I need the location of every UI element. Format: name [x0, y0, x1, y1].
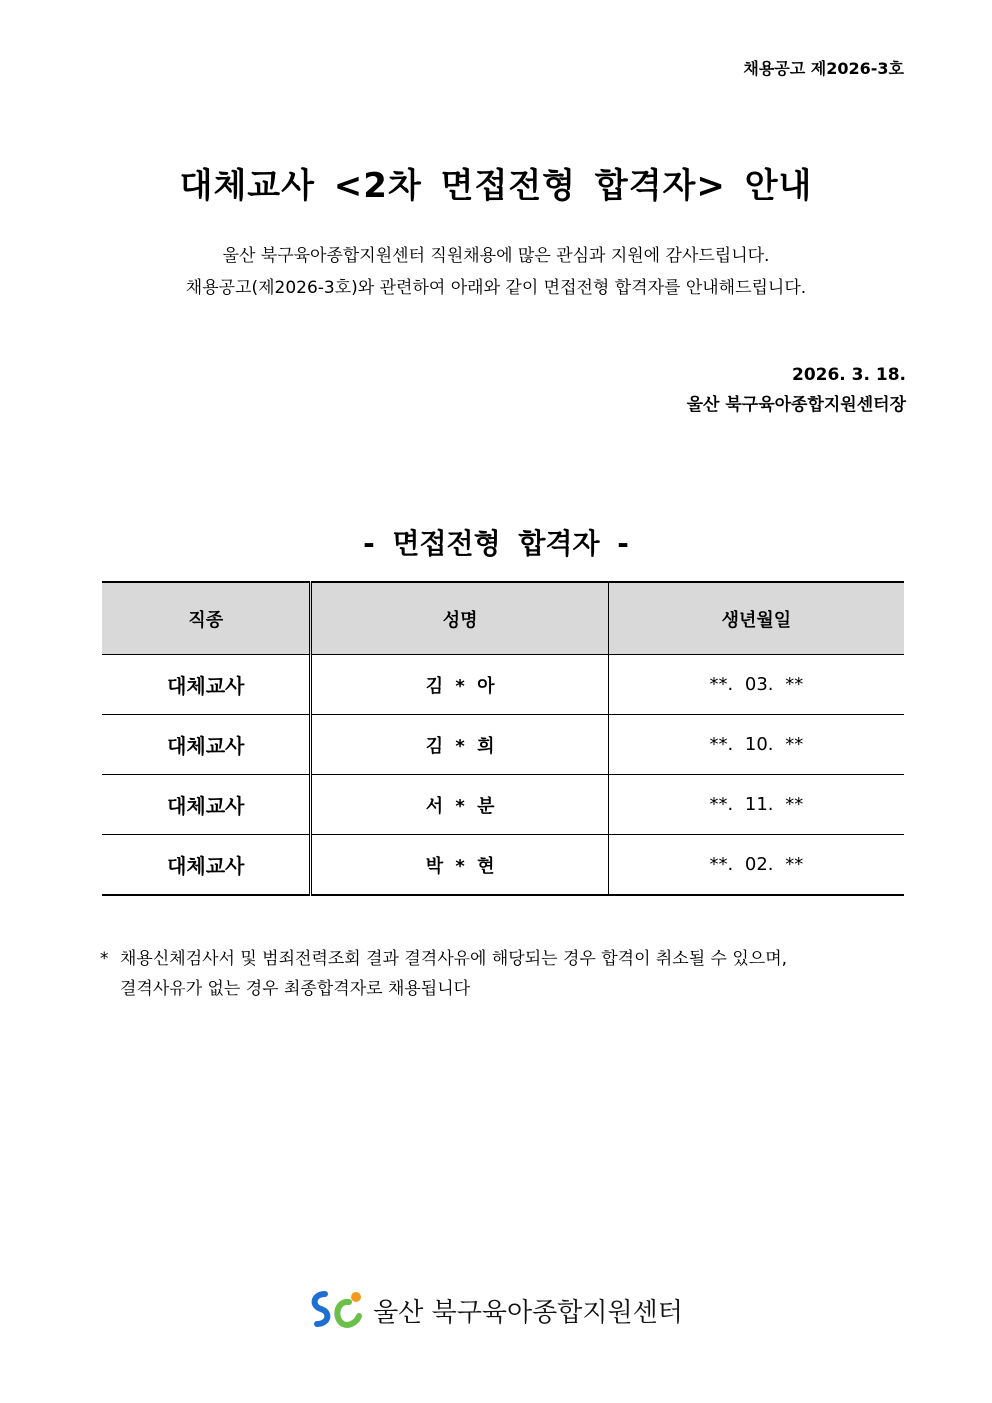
- footnote-marker: *: [100, 949, 109, 969]
- cell-birthdate: **. 03. **: [608, 655, 904, 715]
- table-header-row: [102, 582, 904, 655]
- table-row: [102, 775, 904, 835]
- center-logo-text: 울산 북구육아종합지원센터: [373, 1297, 683, 1328]
- logo-dot: [351, 1292, 361, 1302]
- center-logo-icon: [309, 1288, 367, 1332]
- issue-date: 2026. 3. 18.: [791, 365, 906, 385]
- cell-name: 서 * 분: [311, 775, 608, 835]
- logo-s-mark: [315, 1294, 328, 1324]
- footnote-line-1: [100, 944, 908, 974]
- section-title: - 면접전형 합격자 -: [363, 527, 629, 560]
- table-row: [102, 655, 904, 715]
- results-table: [102, 581, 904, 896]
- cell-job-type: 대체교사: [102, 715, 311, 775]
- footnote-line-2: 결격사유가 없는 경우 최종합격자로 채용됩니다: [120, 979, 471, 999]
- header-birthdate: 생년월일: [608, 582, 904, 655]
- notice-number: 채용공고 제2026-3호: [743, 59, 904, 78]
- cell-birthdate: **. 10. **: [608, 715, 904, 775]
- cell-birthdate: **. 02. **: [608, 835, 904, 896]
- cell-name: 김 * 아: [311, 655, 608, 715]
- footnote: [100, 944, 908, 1004]
- footnote-text-1: 채용신체검사서 및 범죄전력조회 결과 결격사유에 해당되는 경우 합격이 취소될 수 있으며,: [120, 949, 788, 969]
- header-name: 성명: [311, 582, 608, 655]
- cell-name: 박 * 현: [311, 835, 608, 896]
- logo-c-mark: [337, 1302, 359, 1325]
- table-row: [102, 715, 904, 775]
- cell-birthdate: **. 11. **: [608, 775, 904, 835]
- header-job-type: 직종: [102, 582, 311, 655]
- intro-line-2: 채용공고(제2026-3호)와 관련하여 아래와 같이 면접전형 합격자를 안내해드립니다.: [185, 278, 807, 298]
- cell-job-type: 대체교사: [102, 775, 311, 835]
- intro-text: [0, 240, 992, 304]
- cell-name: 김 * 희: [311, 715, 608, 775]
- center-logo: [0, 1288, 992, 1332]
- issuer-name: 울산 북구육아종합지원센터장: [686, 395, 906, 415]
- page-title: 대체교사 <2차 면접전형 합격자> 안내: [179, 166, 813, 206]
- intro-line-1: 울산 북구육아종합지원센터 직원채용에 많은 관심과 지원에 감사드립니다.: [222, 246, 770, 266]
- cell-job-type: 대체교사: [102, 835, 311, 896]
- signature-block: [687, 360, 906, 420]
- table-row: [102, 835, 904, 896]
- cell-job-type: 대체교사: [102, 655, 311, 715]
